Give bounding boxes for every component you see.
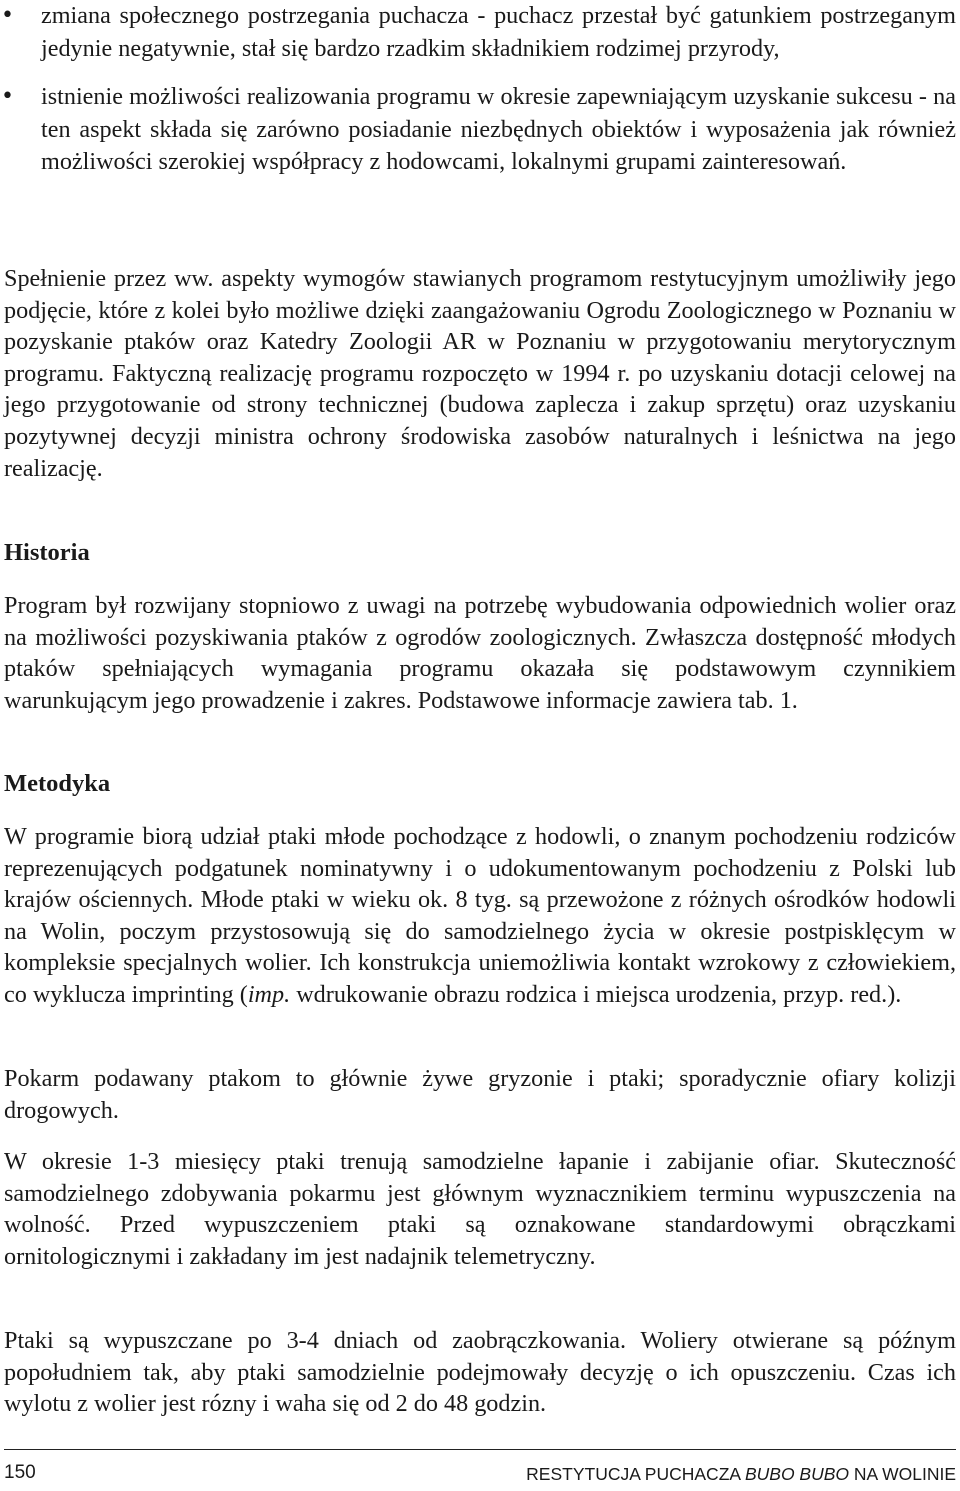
section-heading-metodyka: Metodyka bbox=[4, 770, 111, 797]
bullet-text: istnienie możliwości realizowania programu w okresie zapewniającym uzyskanie sukcesu - na ten aspekt składa się zarówno posiadanie niezbędnych obiektów i wyposażenia jak również możliwości szerokiej współpracy z hodowcami, lokalnymi grupami zainteresowań. bbox=[41, 83, 956, 175]
footer-divider bbox=[4, 1449, 956, 1450]
running-title bbox=[526, 1464, 956, 1485]
metodyka-paragraph-3: W okresie 1-3 miesięcy ptaki trenują samodzielne łapanie i zabijanie ofiar. Skuteczność samodzielnego zdobywania pokarmu jest głównym wyznacznikiem terminu wypuszczenia na wolność. Przed wypuszczeniem ptaki są oznakowane standardowymi obrączkami ornitologicznymi i zakładany im jest nadajnik telemetryczny. bbox=[4, 1148, 956, 1270]
bullet-icon: • bbox=[1, 3, 14, 28]
bullet-list bbox=[0, 0, 960, 179]
page-number: 150 bbox=[4, 1462, 36, 1483]
metodyka-p1-text: W programie biorą udział ptaki młode pochodzące z hodowli, o znanym pochodzeniu rodziców reprezenujących podgatunek nominatywny i o udokumentowanym pochodzeniu z Polski lub krajów ościennych. Młode ptaki w wieku ok. 8 tyg. są przewożone z różnych ośrodków hodowli na Wolin, poczym przystosowują się do samodzielnego życia w okresie postpisklęcym w kompleksie specjalnych wolier. Ich konstrukcja uniemożliwia kontakt wzrokowy z człowiekiem, co wyklucza imprinting ( bbox=[4, 823, 956, 1008]
bullet-text: zmiana społecznego postrzegania puchacza - puchacz przestał być gatunkiem postrzeganym jedynie negatywnie, stał się bardzo rzadkim składnikiem rodzimej przyrody, bbox=[41, 2, 956, 62]
metodyka-paragraph-1 bbox=[0, 821, 960, 1011]
intro-paragraph: Spełnienie przez ww. aspekty wymogów stawianych programom restytucyjnym umożliwiły jego podjęcie, które z kolei było możliwe dzięki zaangażowaniu Ogrodu Zoologicznego w Poznaniu w pozyskanie ptaków oraz Katedry Zoologii AR w Poznaniu w przygotowaniu merytorycznym programu. Faktyczną realizację programu rozpoczęto w 1994 r. po uzyskaniu dotacji celowej na jego przygotowanie od strony technicznej (budowa zaplecza i zakup sprzętu) oraz uzyskaniu pozytywnej decyzji ministra ochrony środowiska zasobów naturalnych i leśnictwa na jego realizację. bbox=[4, 265, 956, 482]
section-heading-historia: Historia bbox=[4, 539, 90, 566]
running-title-text: RESTYTUCJA PUCHACZA bbox=[526, 1464, 745, 1484]
metodyka-paragraph-4: Ptaki są wypuszczane po 3-4 dniach od zaobrączkowania. Woliery otwierane są późnym popołudniem tak, aby ptaki samodzielnie podejmowały decyzję o ich opuszczeniu. Czas ich wylotu z wolier jest rózny i waha się od 2 do 48 godzin. bbox=[4, 1327, 956, 1418]
historia-paragraph: Program był rozwijany stopniowo z uwagi na potrzebę wybudowania odpowiednich wolier oraz na możliwości pozyskiwania ptaków z ogrodów zoologicznych. Zwłaszcza dostępność młodych ptaków spełniających wymagania programu okazała się podstawowym czynnikiem warunkującym jego prowadzenie i zakres. Podstawowe informacje zawiera tab. 1. bbox=[4, 592, 956, 714]
running-title-end: NA WOLINIE bbox=[849, 1464, 956, 1484]
bullet-item bbox=[0, 0, 960, 65]
metodyka-paragraph-2: Pokarm podawany ptakom to głównie żywe gryzonie i ptaki; sporadycznie ofiary kolizji drogowych. bbox=[4, 1065, 956, 1124]
page-footer bbox=[4, 1462, 956, 1488]
metodyka-p1-italic: imp. bbox=[247, 980, 291, 1008]
bullet-item bbox=[0, 81, 960, 179]
running-title-species: BUBO BUBO bbox=[744, 1464, 850, 1484]
bullet-icon: • bbox=[1, 84, 14, 109]
metodyka-p1-text-end: wdrukowanie obrazu rodzica i miejsca urodzenia, przyp. red.). bbox=[290, 980, 902, 1008]
